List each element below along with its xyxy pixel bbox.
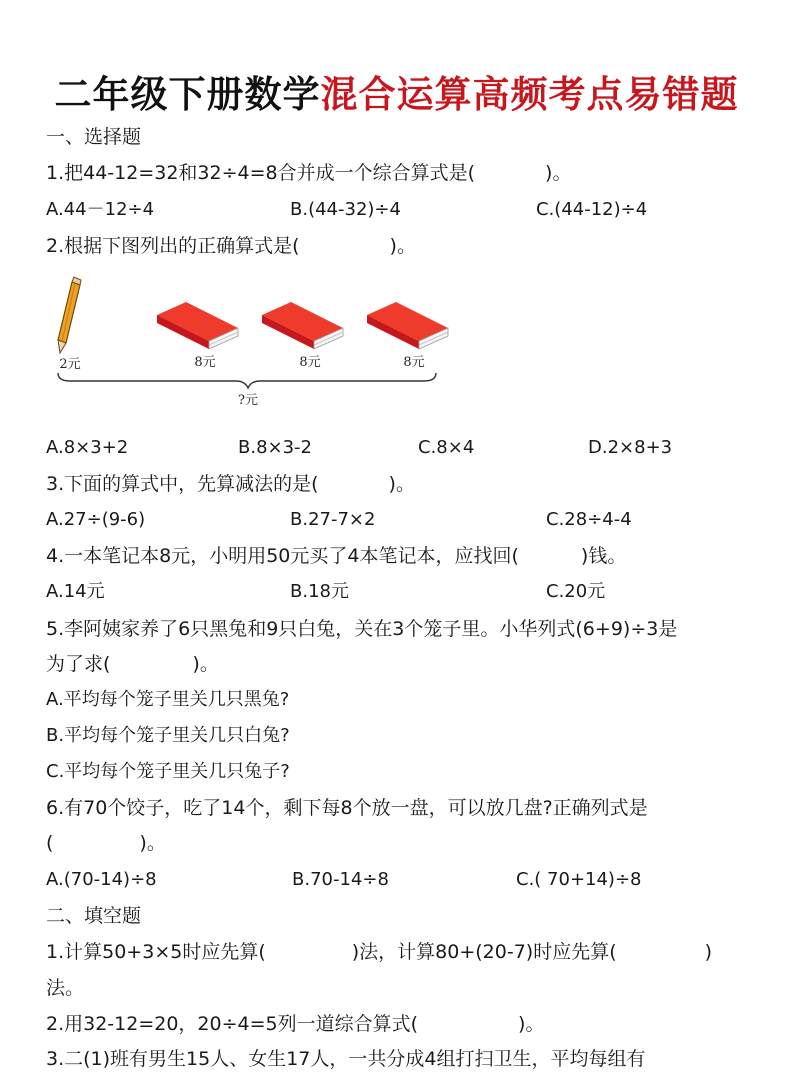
q3-text-b: )。 [388,473,415,495]
section1-heading: 一、选择题 [46,126,142,148]
q1-option-c[interactable]: C.(44-12)÷4 [536,199,648,220]
q1-option-b[interactable]: B.(44-32)÷4 [290,199,401,220]
q2-option-b[interactable]: B.8×3-2 [238,437,313,458]
q5-option-b[interactable]: B.平均每个笼子里关几只白兔? [46,725,290,746]
q1-option-a[interactable]: A.44－12÷4 [46,199,155,220]
total-price-label: ?元 [238,393,258,408]
q2-option-c[interactable]: C.8×4 [418,437,475,458]
q6-option-b[interactable]: B.70-14÷8 [292,869,389,890]
q3-stem [46,472,415,496]
q6-option-c[interactable]: C.( 70+14)÷8 [516,869,642,890]
q4-option-c[interactable]: C.20元 [546,581,606,602]
f1-text-b: )法，计算80+(20-7)时应先算( [351,941,617,963]
q4-stem [46,544,626,568]
pencil-price-label: 2元 [59,357,81,372]
q5-text-b: )。 [192,653,219,675]
total-brace [58,373,436,388]
book-price-label: 8元 [299,355,321,370]
q4-option-b[interactable]: B.18元 [290,581,349,602]
q6-stem-line1: 6.有70个饺子，吃了14个，剩下每8个放一盘，可以放几盘?正确列式是 [46,797,648,819]
q4-option-a[interactable]: A.14元 [46,581,105,602]
q6-text-b: )。 [139,832,166,854]
q5-option-a[interactable]: A.平均每个笼子里关几只黑兔? [46,689,290,710]
title-part-red: 混合运算高频考点易错题 [320,73,739,116]
pencil-icon [58,277,81,353]
q6-option-a[interactable]: A.(70-14)÷8 [46,869,157,890]
f2-stem [46,1012,544,1036]
q2-text-a: 2.根据下图列出的正确算式是( [46,235,300,257]
q4-text-a: 4.一本笔记本8元，小明用50元买了4本笔记本，应找回( [46,545,519,567]
q5-stem-line2 [46,652,219,676]
book-icon [262,302,343,349]
q5-text-a: 为了求( [46,653,111,675]
q1-text-b: )。 [545,162,572,184]
q2-text-b: )。 [389,235,416,257]
q6-text-a: ( [46,832,54,854]
f1-stem-line1 [46,940,712,964]
q5-stem-line1: 5.李阿姨家养了6只黑兔和9只白兔，关在3个笼子里。小华列式(6+9)÷3是 [46,618,678,640]
f3-stem-line1: 3.二(1)班有男生15人、女生17人，一共分成4组打扫卫生，平均每组有 [46,1048,646,1070]
q2-option-d[interactable]: D.2×8+3 [588,437,673,458]
q3-option-c[interactable]: C.28÷4-4 [546,509,632,530]
q2-option-a[interactable]: A.8×3+2 [46,437,129,458]
q3-text-a: 3.下面的算式中，先算减法的是( [46,473,319,495]
f2-text-b: )。 [518,1013,545,1035]
title-part-black: 二年级下册数学 [54,73,321,116]
q3-option-b[interactable]: B.27-7×2 [290,509,376,530]
section2-heading: 二、填空题 [46,905,142,927]
book-icon [367,302,448,349]
q6-stem-line2 [46,831,166,855]
book-icon [157,302,238,349]
q5-option-c[interactable]: C.平均每个笼子里关几只兔子? [46,761,290,782]
f1-text-c: ) [704,941,713,963]
f2-text-a: 2.用32-12=20，20÷4=5列一道综合算式( [46,1013,419,1035]
f1-text-a: 1.计算50+3×5时应先算( [46,941,266,963]
q3-option-a[interactable]: A.27÷(9-6) [46,509,146,530]
book-price-label: 8元 [194,355,216,370]
q1-text-a: 1.把44-12=32和32÷4=8合并成一个综合算式是( [46,162,476,184]
f1-stem-line2: 法。 [46,977,85,999]
book-price-label: 8元 [403,355,425,370]
q2-figure [0,0,793,430]
q4-text-b: )钱。 [580,545,627,567]
